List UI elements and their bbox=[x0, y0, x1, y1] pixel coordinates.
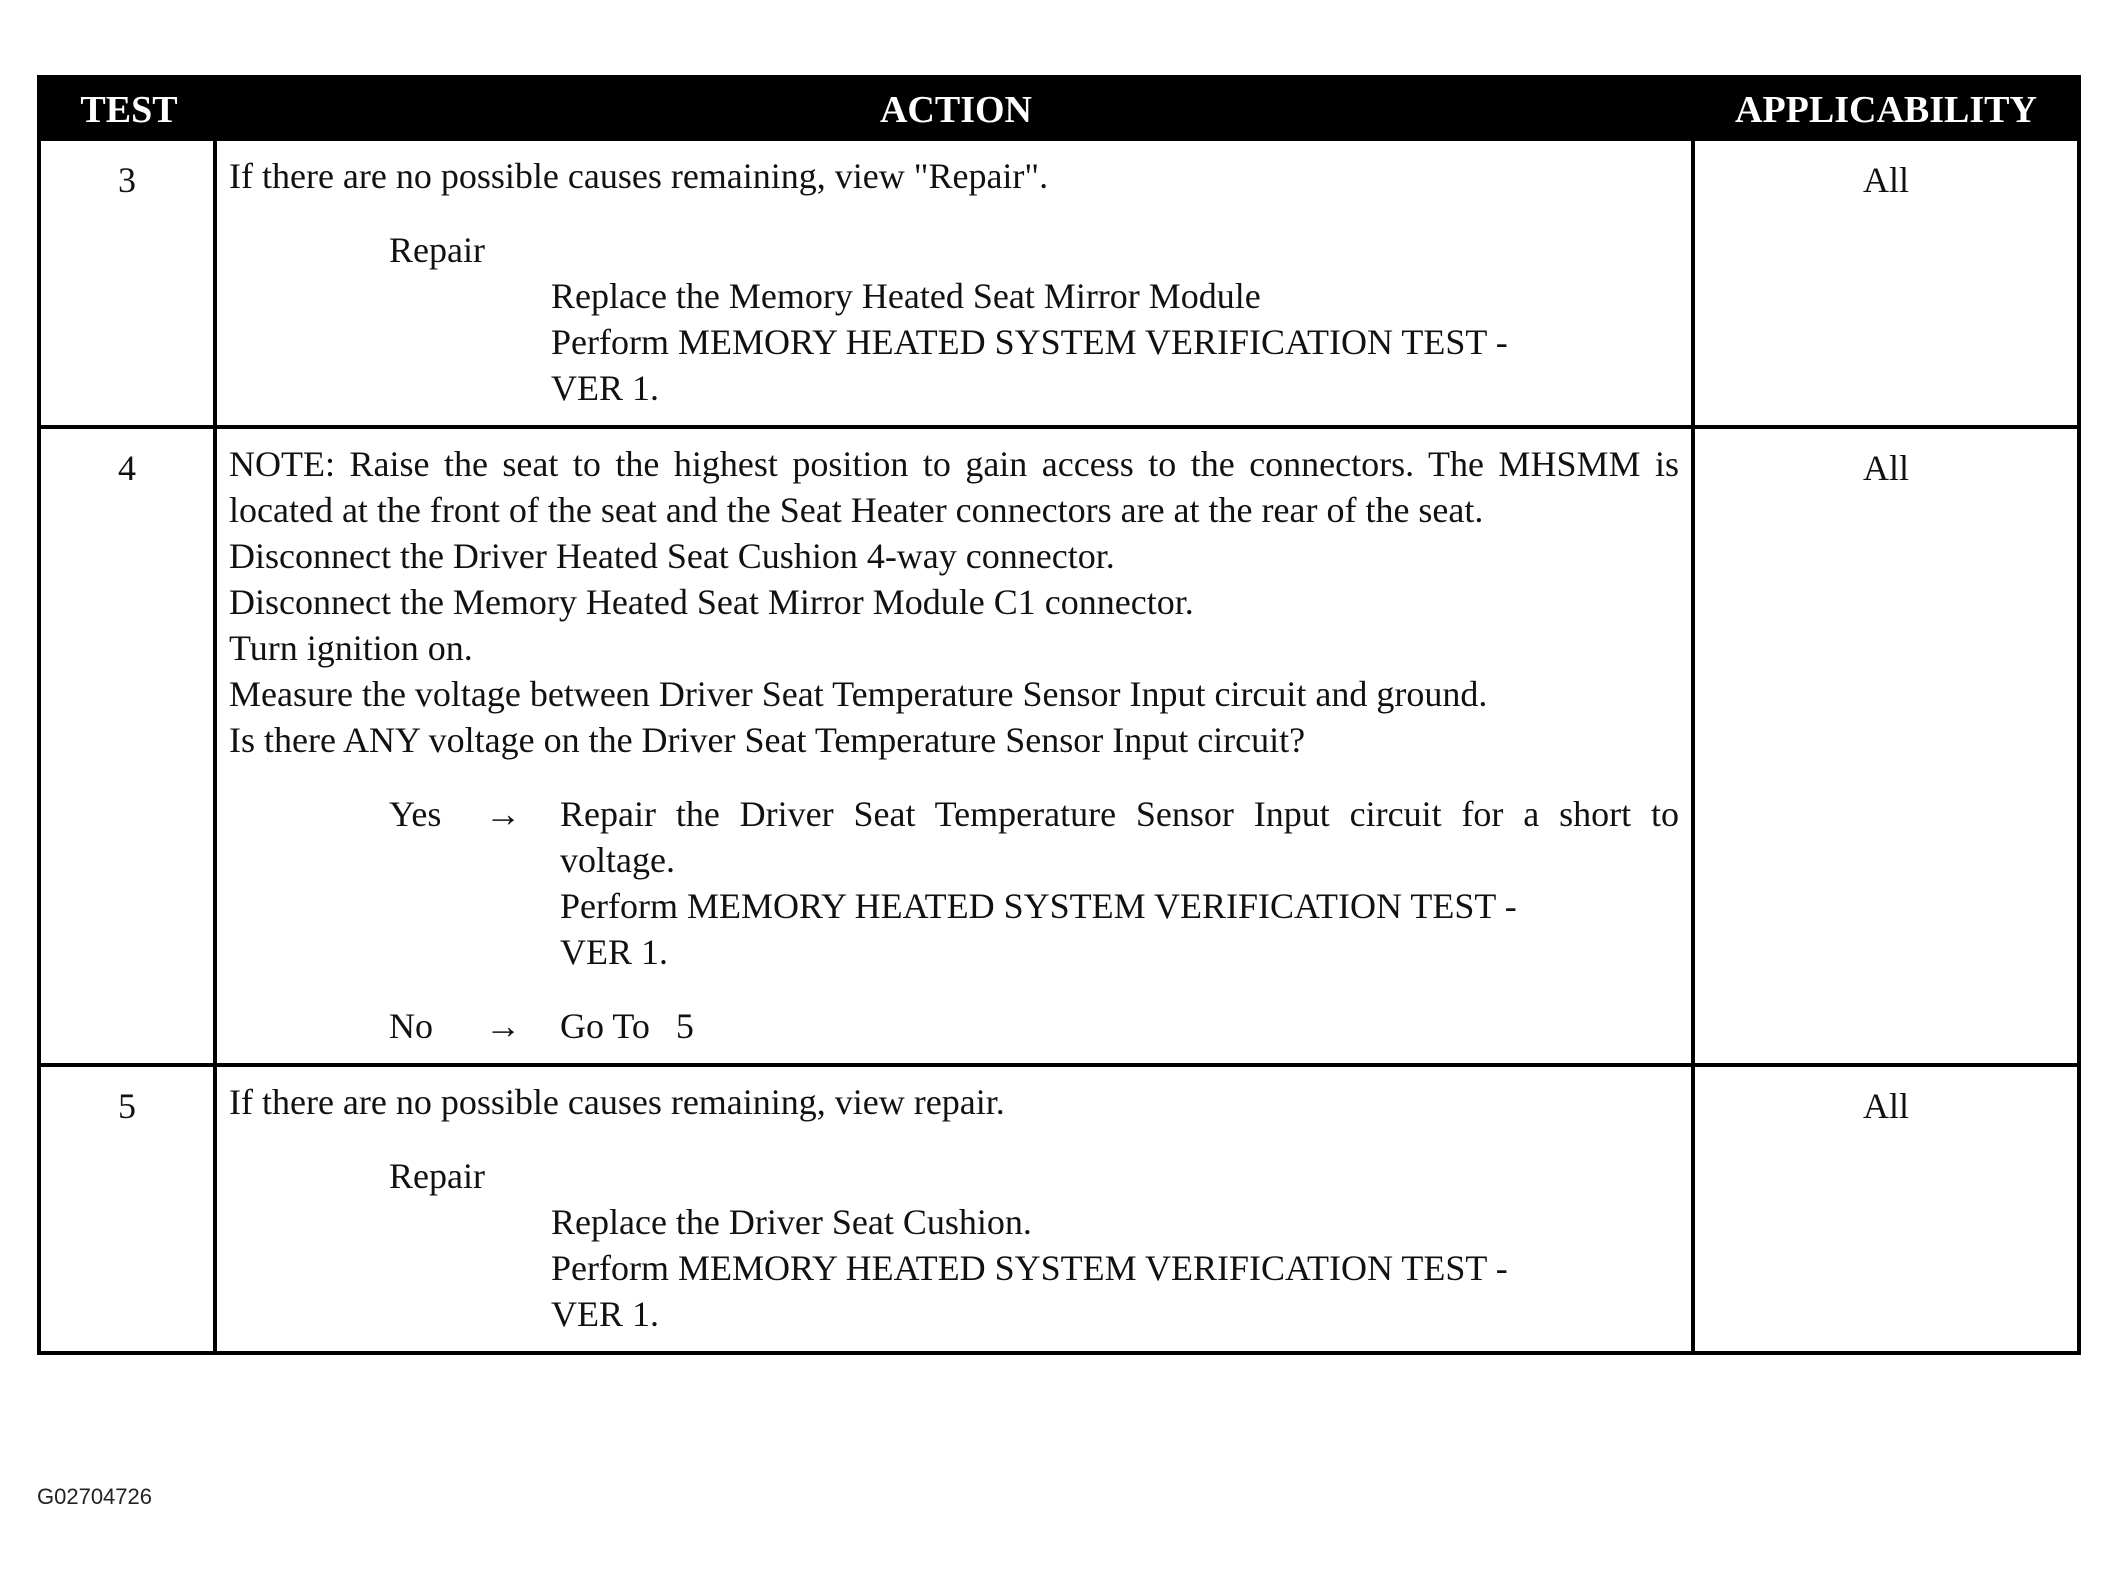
table-row bbox=[41, 1063, 2077, 1351]
header-action: ACTION bbox=[879, 89, 1033, 131]
repair-label: Repair bbox=[389, 230, 485, 270]
applicability: All bbox=[1862, 448, 1909, 488]
action-intro: If there are no possible causes remaining, view repair. bbox=[229, 1082, 1005, 1122]
header-test: TEST bbox=[80, 89, 178, 131]
repair-step: VER 1. bbox=[551, 1294, 659, 1334]
table-row bbox=[41, 141, 2077, 425]
yes-perform-text: Perform MEMORY HEATED SYSTEM VERIFICATION TEST - bbox=[560, 886, 1517, 926]
repair-step: Replace the Memory Heated Seat Mirror Module bbox=[551, 276, 1261, 316]
action-step: Disconnect the Driver Heated Seat Cushion 4-way connector. bbox=[229, 536, 1115, 576]
goto-target-link[interactable]: 5 bbox=[675, 1006, 694, 1046]
yes-repair-text: Repair the Driver Seat Temperature Sensor Input circuit for a short to voltage. bbox=[560, 794, 1679, 880]
action-intro: If there are no possible causes remaining, view "Repair". bbox=[229, 156, 1049, 196]
no-branch bbox=[229, 1003, 1679, 1049]
action-cell bbox=[217, 141, 1695, 425]
repair-step: Perform MEMORY HEATED SYSTEM VERIFICATION TEST - bbox=[551, 1248, 1508, 1288]
repair-step: Perform MEMORY HEATED SYSTEM VERIFICATION TEST - bbox=[551, 322, 1508, 362]
test-number: 4 bbox=[41, 429, 217, 1063]
test-number: 3 bbox=[41, 141, 217, 425]
applicability: All bbox=[1862, 1086, 1909, 1126]
no-label: No bbox=[389, 1006, 433, 1046]
action-cell bbox=[217, 1067, 1695, 1351]
action-cell bbox=[217, 429, 1695, 1063]
figure-id: G02704726 bbox=[37, 1484, 152, 1509]
right-arrow-icon: → bbox=[485, 794, 521, 834]
header-applicability: APPLICABILITY bbox=[1735, 89, 2037, 131]
repair-step: Replace the Driver Seat Cushion. bbox=[551, 1202, 1032, 1242]
action-question: Is there ANY voltage on the Driver Seat Temperature Sensor Input circuit? bbox=[229, 720, 1306, 760]
yes-ver-text: VER 1. bbox=[560, 932, 668, 972]
no-goto bbox=[560, 1003, 1679, 1049]
goto-label: Go To bbox=[560, 1006, 650, 1046]
action-step: Measure the voltage between Driver Seat Temperature Sensor Input circuit and ground. bbox=[229, 674, 1488, 714]
action-note: NOTE: Raise the seat to the highest position to gain access to the connectors. The MHSMM is located at the front of the seat and the Seat Heater connectors are at the rear of the seat. bbox=[229, 444, 1679, 530]
action-step: Disconnect the Memory Heated Seat Mirror Module C1 connector. bbox=[229, 582, 1194, 622]
applicability: All bbox=[1862, 160, 1909, 200]
table-header bbox=[41, 79, 2077, 141]
test-number: 5 bbox=[41, 1067, 217, 1351]
yes-label: Yes bbox=[389, 794, 442, 834]
table-row bbox=[41, 425, 2077, 1063]
action-step: Turn ignition on. bbox=[229, 628, 473, 668]
yes-text bbox=[560, 791, 1679, 975]
repair-label: Repair bbox=[389, 1156, 485, 1196]
repair-step: VER 1. bbox=[551, 368, 659, 408]
yes-branch bbox=[229, 791, 1679, 975]
diagnostic-test-table bbox=[37, 75, 2081, 1355]
right-arrow-icon: → bbox=[485, 1006, 521, 1046]
